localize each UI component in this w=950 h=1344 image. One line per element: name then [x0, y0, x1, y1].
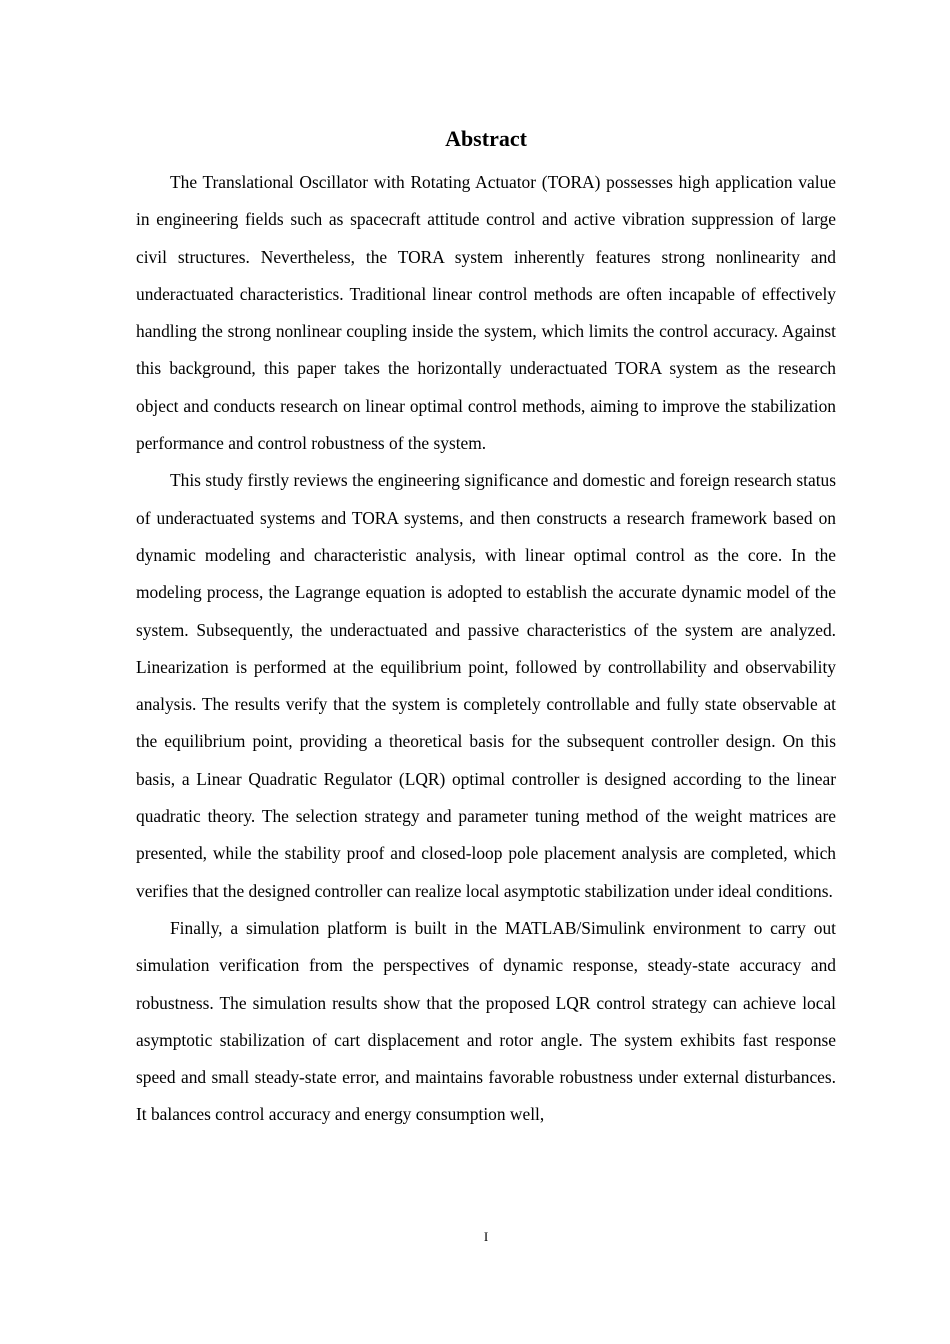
page-title: Abstract	[445, 126, 527, 151]
abstract-paragraph-3: Finally, a simulation platform is built in the MATLAB/Simulink environment to carry out simulation verification from the perspectives of dynamic response, steady-state accuracy and robustness. The simulation results show that the proposed LQR control strategy can achieve local asymptotic stabilization of cart displacement and rotor angle. The system exhibits fast response speed and small steady-state error, and maintains favorable robustness under external disturbances. It balances control accuracy and energy consumption well,	[136, 917, 836, 1125]
abstract-paragraph-1: The Translational Oscillator with Rotating Actuator (TORA) possesses high application value in engineering fields such as spacecraft attitude control and active vibration suppression of large civil structures. Nevertheless, the TORA system inherently features strong nonlinearity and underactuated characteristics. Traditional linear control methods are often incapable of effectively handling the strong nonlinear coupling inside the system, which limits the control accuracy. Against this background, this paper takes the horizontally underactuated TORA system as the research object and conducts research on linear optimal control methods, aiming to improve the stabilization performance and control robustness of the system.	[136, 172, 836, 454]
page-number: I	[483, 1229, 489, 1244]
abstract-body	[136, 164, 836, 1134]
abstract-paragraph-2: This study firstly reviews the engineering significance and domestic and foreign research status of underactuated systems and TORA systems, and then constructs a research framework based on dynamic modeling and characteristic analysis, with linear optimal control as the core. In the modeling process, the Lagrange equation is adopted to establish the accurate dynamic model of the system. Subsequently, the underactuated and passive characteristics of the system are analyzed. Linearization is performed at the equilibrium point, followed by controllability and observability analysis. The results verify that the system is completely controllable and fully state observable at the equilibrium point, providing a theoretical basis for the subsequent controller design. On this basis, a Linear Quadratic Regulator (LQR) optimal controller is designed according to the linear quadratic theory. The selection strategy and parameter tuning method of the weight matrices are presented, while the stability proof and closed-loop pole placement analysis are completed, which verifies that the designed controller can realize local asymptotic stabilization under ideal conditions.	[136, 470, 836, 901]
